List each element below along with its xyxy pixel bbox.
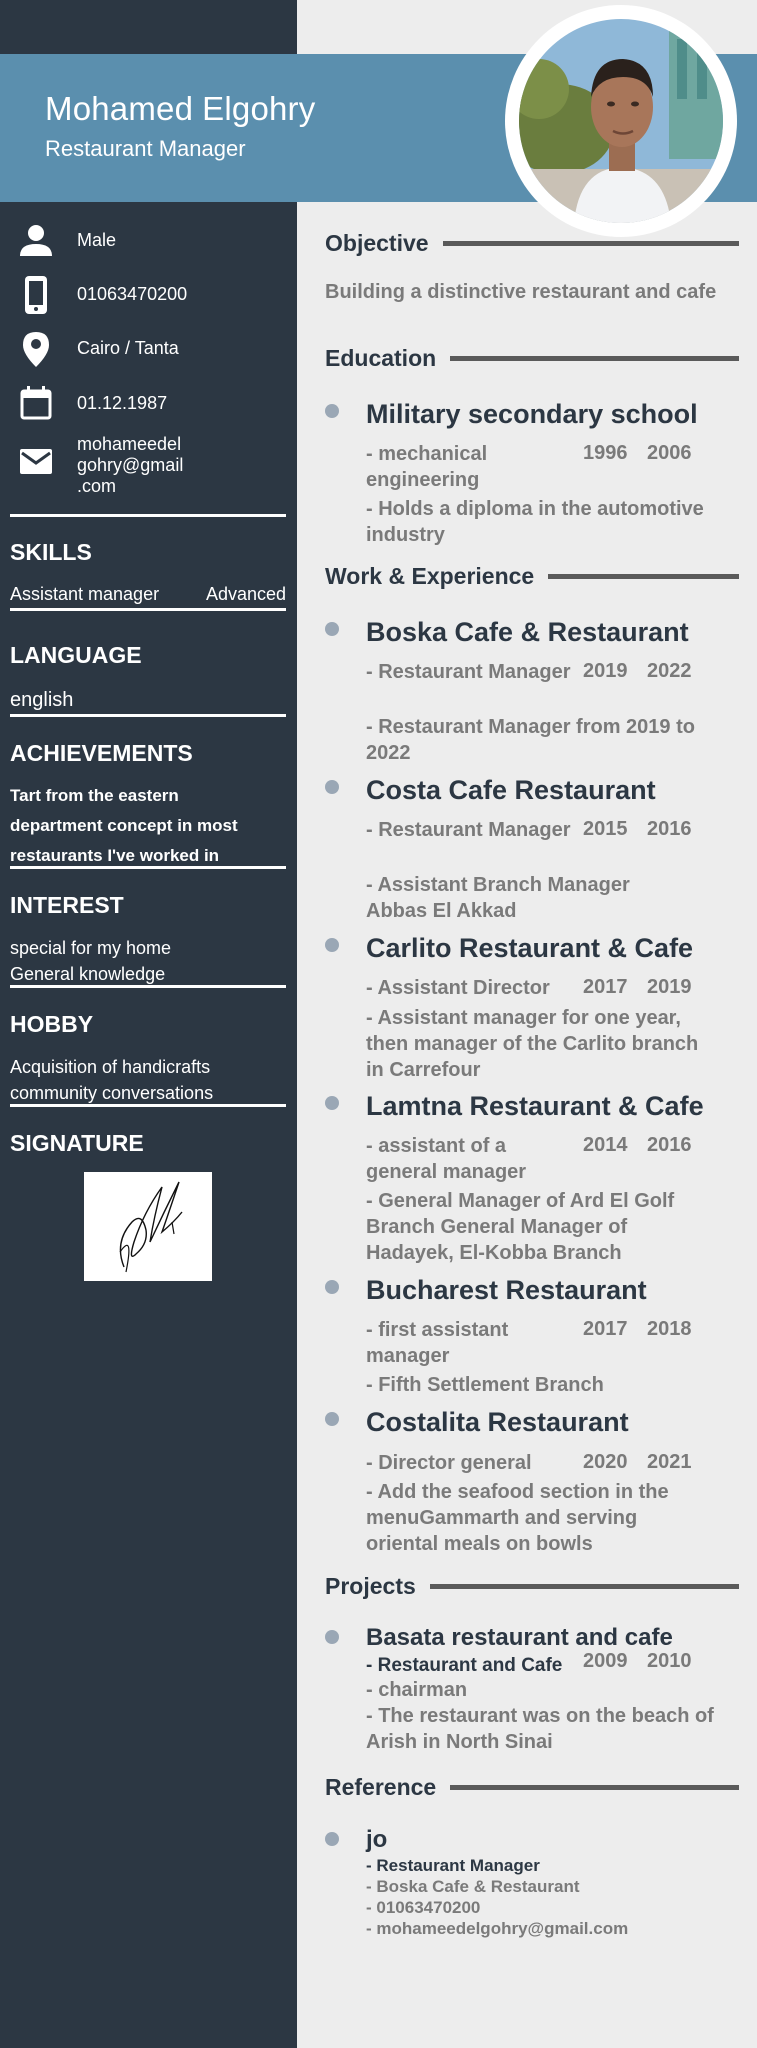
divider (10, 714, 286, 717)
email-line: .com (77, 476, 117, 496)
person-icon (18, 222, 54, 258)
email (77, 434, 183, 497)
email-line: mohameedel (77, 434, 182, 454)
job-title: Restaurant Manager (45, 136, 246, 161)
skills-heading: SKILLS (10, 539, 92, 565)
experience-subtitle: - Restaurant Manager (366, 819, 571, 841)
divider (10, 866, 286, 869)
hobby-item: community conversations (10, 1083, 214, 1103)
skill-name: Assistant manager (10, 584, 160, 604)
end-year: 2016 (647, 1134, 692, 1156)
experience-description: - Fifth Settlement Branch (366, 1374, 604, 1396)
skill-level: Advanced (205, 584, 286, 604)
reference-section (325, 1774, 739, 1801)
start-year: 2017 (583, 1318, 628, 1340)
experience-description: - Add the seafood section in the menuGammarth and serving oriental meals on bowls (366, 1481, 669, 1555)
mail-icon (18, 447, 54, 483)
birthdate: 01.12.1987 (77, 393, 168, 413)
interest-item: General knowledge (10, 964, 166, 984)
full-name (45, 90, 315, 128)
achievement-line: department concept in most (10, 816, 238, 835)
start-year: 1996 (583, 442, 628, 464)
experience-title: Boska Cafe & Restaurant (366, 617, 689, 647)
experience-description: - Restaurant Manager from 2019 to 2022 (366, 716, 695, 764)
achievement-line: restaurants I've worked in (10, 846, 220, 865)
phone-icon (18, 275, 54, 311)
interest-list (10, 935, 171, 987)
location: Cairo / Tanta (77, 338, 179, 358)
experience-title: Carlito Restaurant & Cafe (366, 933, 694, 963)
experience-subtitle: - Assistant Director (366, 977, 550, 999)
bullet-dot (325, 1096, 339, 1110)
experience-subtitle: - Restaurant Manager (366, 661, 571, 683)
experience-subtitle: - assistant of a general manager (366, 1135, 527, 1183)
end-year: 2022 (647, 660, 692, 682)
objective-section (325, 230, 739, 257)
end-year: 2018 (647, 1318, 692, 1340)
start-year: 2015 (583, 818, 628, 840)
first-name: Mohamed (45, 90, 194, 127)
reference-email: - mohameedelgohry@gmail.com (366, 1919, 629, 1938)
signature-image (84, 1172, 212, 1281)
start-year: 2014 (583, 1134, 628, 1156)
profile-photo (519, 19, 723, 223)
heading-rule (548, 574, 739, 579)
start-year: 2017 (583, 976, 628, 998)
experience-subtitle: - first assistant manager (366, 1319, 509, 1367)
experience-section (325, 563, 739, 590)
interest-heading: INTEREST (10, 892, 124, 918)
experience-subtitle: - Director general (366, 1452, 532, 1474)
heading-rule (450, 1785, 739, 1790)
bullet-dot (325, 1832, 339, 1846)
bullet-dot (325, 780, 339, 794)
divider (10, 985, 286, 988)
reference-heading: Reference (325, 1774, 437, 1800)
end-year: 2021 (647, 1451, 692, 1473)
bullet-dot (325, 938, 339, 952)
calendar-icon (18, 385, 54, 421)
reference-name: jo (366, 1826, 388, 1853)
project-subtitle: - Restaurant and Cafe (366, 1655, 563, 1676)
language-heading: LANGUAGE (10, 642, 142, 668)
divider (10, 608, 286, 611)
end-year: 2006 (647, 442, 692, 464)
bullet-dot (325, 1412, 339, 1426)
education-description: - Holds a diploma in the automotive industry (366, 498, 704, 546)
hobby-list (10, 1054, 213, 1106)
reference-company: - Boska Cafe & Restaurant (366, 1877, 580, 1896)
signature-heading: SIGNATURE (10, 1130, 144, 1156)
experience-title: Costa Cafe Restaurant (366, 775, 656, 805)
end-year: 2010 (647, 1650, 692, 1672)
education-subtitle: - mechanical engineering (366, 443, 488, 491)
achievement-line: Tart from the eastern (10, 786, 179, 805)
language-item: english (10, 689, 74, 711)
achievements-heading: ACHIEVEMENTS (10, 740, 193, 766)
start-year: 2020 (583, 1451, 628, 1473)
divider (10, 514, 286, 517)
education-section (325, 345, 739, 372)
experience-title: Lamtna Restaurant & Cafe (366, 1091, 704, 1121)
start-year: 2009 (583, 1650, 628, 1672)
projects-section (325, 1573, 739, 1600)
heading-rule (443, 241, 739, 246)
education-heading: Education (325, 345, 437, 371)
skill-row (10, 584, 286, 605)
experience-title: Costalita Restaurant (366, 1407, 629, 1437)
project-line: - The restaurant was on the beach of Arish in North Sinai (366, 1705, 714, 1753)
end-year: 2016 (647, 818, 692, 840)
experience-description: - Assistant manager for one year, then manager of the Carlito branch in Carrefour (366, 1007, 699, 1081)
start-year: 2019 (583, 660, 628, 682)
reference-role: - Restaurant Manager (366, 1856, 540, 1875)
profile-photo-frame (505, 5, 737, 237)
achievements-text (10, 781, 238, 871)
end-year: 2019 (647, 976, 692, 998)
experience-title: Bucharest Restaurant (366, 1275, 647, 1305)
gender: Male (77, 230, 117, 250)
location-pin-icon (18, 330, 54, 366)
objective-text: Building a distinctive restaurant and cafe (325, 281, 717, 303)
last-name: Elgohry (202, 90, 316, 127)
interest-item: special for my home (10, 938, 172, 958)
email-line: gohry@gmail (77, 455, 184, 475)
project-line: - chairman (366, 1679, 468, 1701)
projects-heading: Projects (325, 1573, 416, 1599)
bullet-dot (325, 404, 339, 418)
hobby-item: Acquisition of handicrafts (10, 1057, 211, 1077)
divider (10, 1104, 286, 1107)
reference-phone: - 01063470200 (366, 1898, 481, 1917)
experience-heading: Work & Experience (325, 563, 535, 589)
education-title: Military secondary school (366, 399, 698, 429)
bullet-dot (325, 622, 339, 636)
heading-rule (450, 356, 739, 361)
bullet-dot (325, 1280, 339, 1294)
hobby-heading: HOBBY (10, 1011, 94, 1037)
bullet-dot (325, 1630, 339, 1644)
project-title: Basata restaurant and cafe (366, 1624, 673, 1651)
objective-heading: Objective (325, 230, 429, 256)
phone-number: 01063470200 (77, 284, 188, 304)
experience-description: - Assistant Branch Manager Abbas El Akkad (366, 874, 630, 922)
heading-rule (430, 1584, 739, 1589)
experience-description: - General Manager of Ard El Golf Branch General Manager of Hadayek, El-Kobba Branch (366, 1190, 675, 1264)
